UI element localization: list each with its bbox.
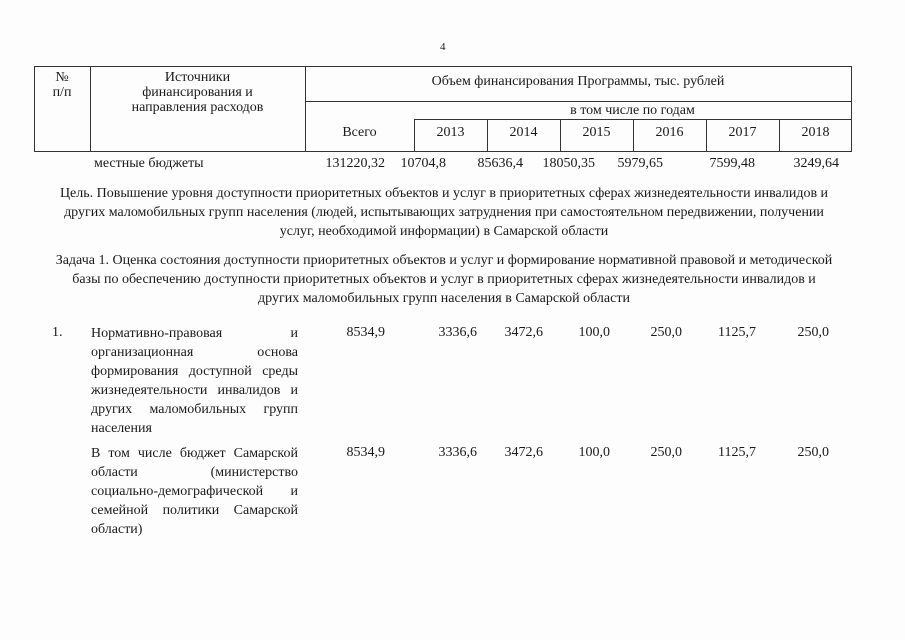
column-header-number: № п/п xyxy=(52,70,72,100)
value-2018: 250,0 xyxy=(797,325,829,340)
value-2018: 3249,64 xyxy=(793,156,839,171)
row-description: В том числе бюджет Самарской области (министерство социально-демографической и семейной политики Самарской области) xyxy=(91,446,298,537)
value-total: 8534,9 xyxy=(346,445,385,460)
column-header-year: 2014 xyxy=(509,125,538,140)
column-header-year: 2016 xyxy=(655,125,684,140)
value-2016: 250,0 xyxy=(650,325,682,340)
column-header-volume: Объем финансирования Программы, тыс. рублей xyxy=(431,74,725,89)
column-header-year: 2018 xyxy=(801,125,830,140)
value-2013: 10704,8 xyxy=(400,156,446,171)
value-2017: 1125,7 xyxy=(718,325,756,340)
task-paragraph: Задача 1. Оценка состояния доступности приоритетных объектов и услуг и формирование нормативной правовой и методической базы по обеспечению доступности приоритетных объектов и услуг в приоритетных сферах жизнедеятельности инвалидов и других маломобильных групп населения в Самарской области xyxy=(55,253,833,306)
row-description: Нормативно-правовая и организационная основа формирования доступной среды жизнедеятельности инвалидов и других маломобильных групп населения xyxy=(91,326,298,436)
value-2016: 5979,65 xyxy=(617,156,663,171)
column-header-year: 2015 xyxy=(582,125,611,140)
value-2015: 18050,35 xyxy=(542,156,595,171)
column-header-source: Источники финансирования и направления расходов xyxy=(131,70,264,115)
value-2016: 250,0 xyxy=(650,445,682,460)
page-number: 4 xyxy=(440,41,446,53)
column-header-by-year: в том числе по годам xyxy=(570,103,695,118)
value-2014: 3472,6 xyxy=(504,445,543,460)
goal-paragraph: Цель. Повышение уровня доступности приоритетных объектов и услуг в приоритетных сферах жизнедеятельности инвалидов и других маломобильных групп населения (людей, испытывающих затруднения при самостоятельном передвижении, получении услуг, необходимой информации) в Самарской области xyxy=(59,186,829,239)
value-2013: 3336,6 xyxy=(438,445,477,460)
column-header-total: Всего xyxy=(342,125,377,140)
value-2018: 250,0 xyxy=(797,445,829,460)
value-total: 8534,9 xyxy=(346,325,385,340)
value-2014: 3472,6 xyxy=(504,325,543,340)
column-header-year: 2013 xyxy=(436,125,465,140)
value-2017: 7599,48 xyxy=(709,156,755,171)
value-total: 131220,32 xyxy=(325,156,385,171)
value-2015: 100,0 xyxy=(578,325,610,340)
row-number: 1. xyxy=(52,325,63,340)
column-header-year: 2017 xyxy=(728,125,757,140)
value-2015: 100,0 xyxy=(578,445,610,460)
value-2013: 3336,6 xyxy=(438,325,477,340)
table-header xyxy=(34,66,852,152)
local-budgets-label: местные бюджеты xyxy=(94,156,204,171)
value-2014: 85636,4 xyxy=(477,156,523,171)
value-2017: 1125,7 xyxy=(718,445,756,460)
